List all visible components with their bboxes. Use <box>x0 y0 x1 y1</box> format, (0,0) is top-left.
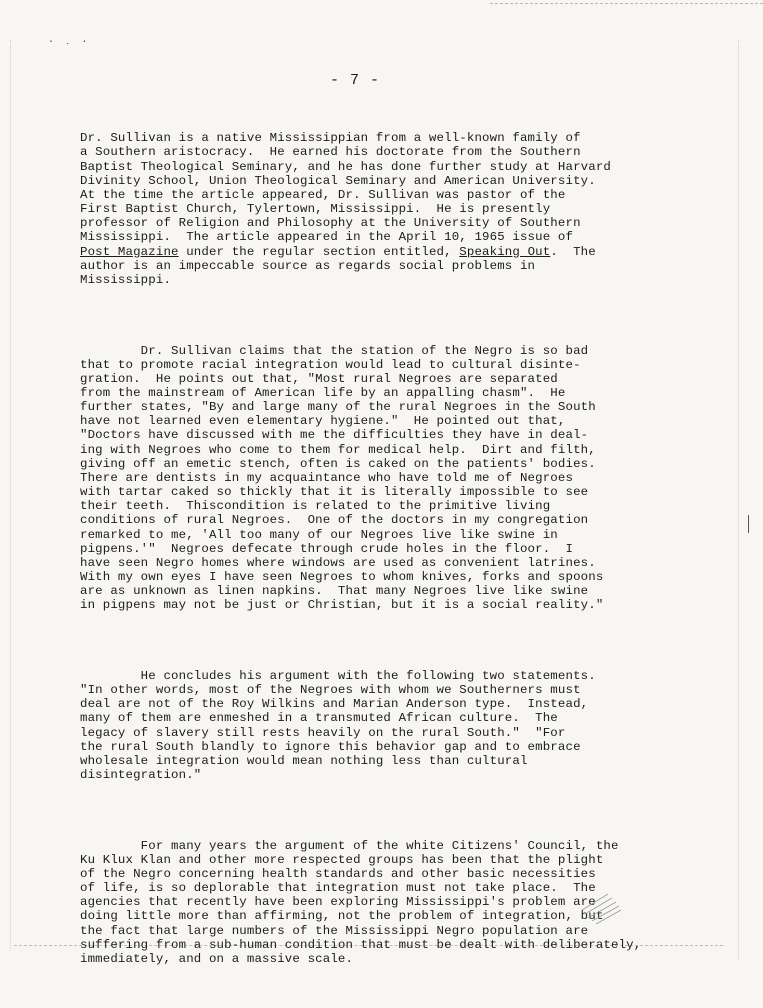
text-line: He concludes his argument with the following two statements. <box>80 668 596 683</box>
text-line: suffering from a sub-human condition that must be dealt with deliberately, <box>80 937 642 952</box>
text-line: are as unknown as linen napkins. That many Negroes live like swine <box>80 584 589 599</box>
text-line: Ku Klux Klan and other more respected groups has been that the plight <box>80 852 604 867</box>
text-line: many of them are enmeshed in a transmuted African culture. The <box>80 711 558 726</box>
text-line: the fact that large numbers of the Mississippi Negro population are <box>80 923 589 938</box>
text-line: ing with Negroes who come to them for medical help. Dirt and filth, <box>80 442 596 457</box>
text-line: pigpens.'" Negroes defecate through crude holes in the floor. I <box>80 541 574 556</box>
text-line: the rural South blandly to ignore this behavior gap and to embrace <box>80 739 581 754</box>
scan-edge-left <box>10 40 11 950</box>
text-line: professor of Religion and Philosophy at the University of Southern <box>80 216 581 231</box>
paragraph-2 <box>80 344 740 613</box>
text-line: in pigpens may not be just or Christian, but it is a social reality." <box>80 598 604 613</box>
text-line: further states, "By and large many of the rural Negroes in the South <box>80 400 596 415</box>
scan-edge-top <box>490 3 763 4</box>
paragraph-1 <box>80 131 740 287</box>
text-line: that to promote racial integration would lead to cultural disinte- <box>80 357 581 372</box>
text-line: Dr. Sullivan is a native Mississippian from a well-known family of <box>80 131 581 146</box>
paragraph-4 <box>80 839 740 966</box>
text-line: have seen Negro homes where windows are used as convenient latrines. <box>80 555 596 570</box>
text-line: disintegration." <box>80 768 202 783</box>
text-line: wholesale integration would mean nothing less than cultural <box>80 753 528 768</box>
paragraph-3 <box>80 669 740 782</box>
text-line: With my own eyes I have seen Negroes to whom knives, forks and spoons <box>80 570 604 584</box>
text-line: Baptist Theological Seminary, and he has done further study at Harvard <box>80 159 611 174</box>
text-line: conditions of rural Negroes. One of the doctors in my congregation <box>80 513 589 528</box>
text-line: of life, is so deplorable that integration must not take place. The <box>80 881 596 896</box>
publication-title: Post Magazine <box>80 244 179 259</box>
text-line: gration. He points out that, "Most rural Negroes are separated <box>80 371 558 386</box>
text-line: immediately, and on a massive scale. <box>80 951 354 966</box>
text-line: a Southern aristocracy. He earned his doctorate from the Southern <box>80 145 581 160</box>
text-line: First Baptist Church, Tylertown, Mississippi. He is presently <box>80 202 551 217</box>
text-line: from the mainstream of American life by an appalling chasm". He <box>80 385 566 400</box>
text-line: of the Negro concerning health standards and other basic necessities <box>80 866 596 881</box>
text-line: remarked to me, 'All too many of our Negroes live like swine in <box>80 527 558 542</box>
text-line: Dr. Sullivan claims that the station of the Negro is so bad <box>80 343 589 358</box>
text-line: There are dentists in my acquaintance who have told me of Negroes <box>80 470 574 485</box>
margin-mark <box>748 515 749 533</box>
scan-specks: · ․ · <box>48 37 91 48</box>
text-line: have not learned even elementary hygiene." He pointed out that, <box>80 414 566 429</box>
section-title: Speaking Out <box>459 244 551 259</box>
text-line <box>80 245 740 259</box>
text-line: author is an impeccable source as regards social problems in <box>80 258 536 273</box>
text-line: "In other words, most of the Negroes with whom we Southerners must <box>80 683 581 698</box>
text-fragment: . The <box>550 244 596 259</box>
text-line: legacy of slavery still rests heavily on the rural South." "For <box>80 725 566 740</box>
text-line: Mississippi. The article appeared in the April 10, 1965 issue of <box>80 230 574 245</box>
text-line: Mississippi. <box>80 272 172 287</box>
text-line: agencies that recently have been exploring Mississippi's problem are <box>80 895 596 910</box>
text-line: At the time the article appeared, Dr. Sullivan was pastor of the <box>80 187 566 202</box>
text-line: For many years the argument of the white Citizens' Council, the <box>80 838 619 853</box>
text-line: with tartar caked so thickly that it is literally impossible to see <box>80 485 589 500</box>
text-fragment: under the regular section entitled, <box>178 244 460 259</box>
body-text <box>80 103 740 1008</box>
text-line: deal are not of the Roy Wilkins and Marian Anderson type. Instead, <box>80 697 589 712</box>
text-line: "Doctors have discussed with me the difficulties they have in deal- <box>80 428 589 443</box>
page-number: - 7 - <box>329 72 380 89</box>
text-line: their teeth. Thiscondition is related to the primitive living <box>80 499 551 514</box>
scan-smudge <box>578 888 624 928</box>
text-line: doing little more than affirming, not the problem of integration, but <box>80 909 604 924</box>
text-line: giving off an emetic stench, often is caked on the patients' bodies. <box>80 456 596 471</box>
text-line: Divinity School, Union Theological Seminary and American University. <box>80 173 596 188</box>
